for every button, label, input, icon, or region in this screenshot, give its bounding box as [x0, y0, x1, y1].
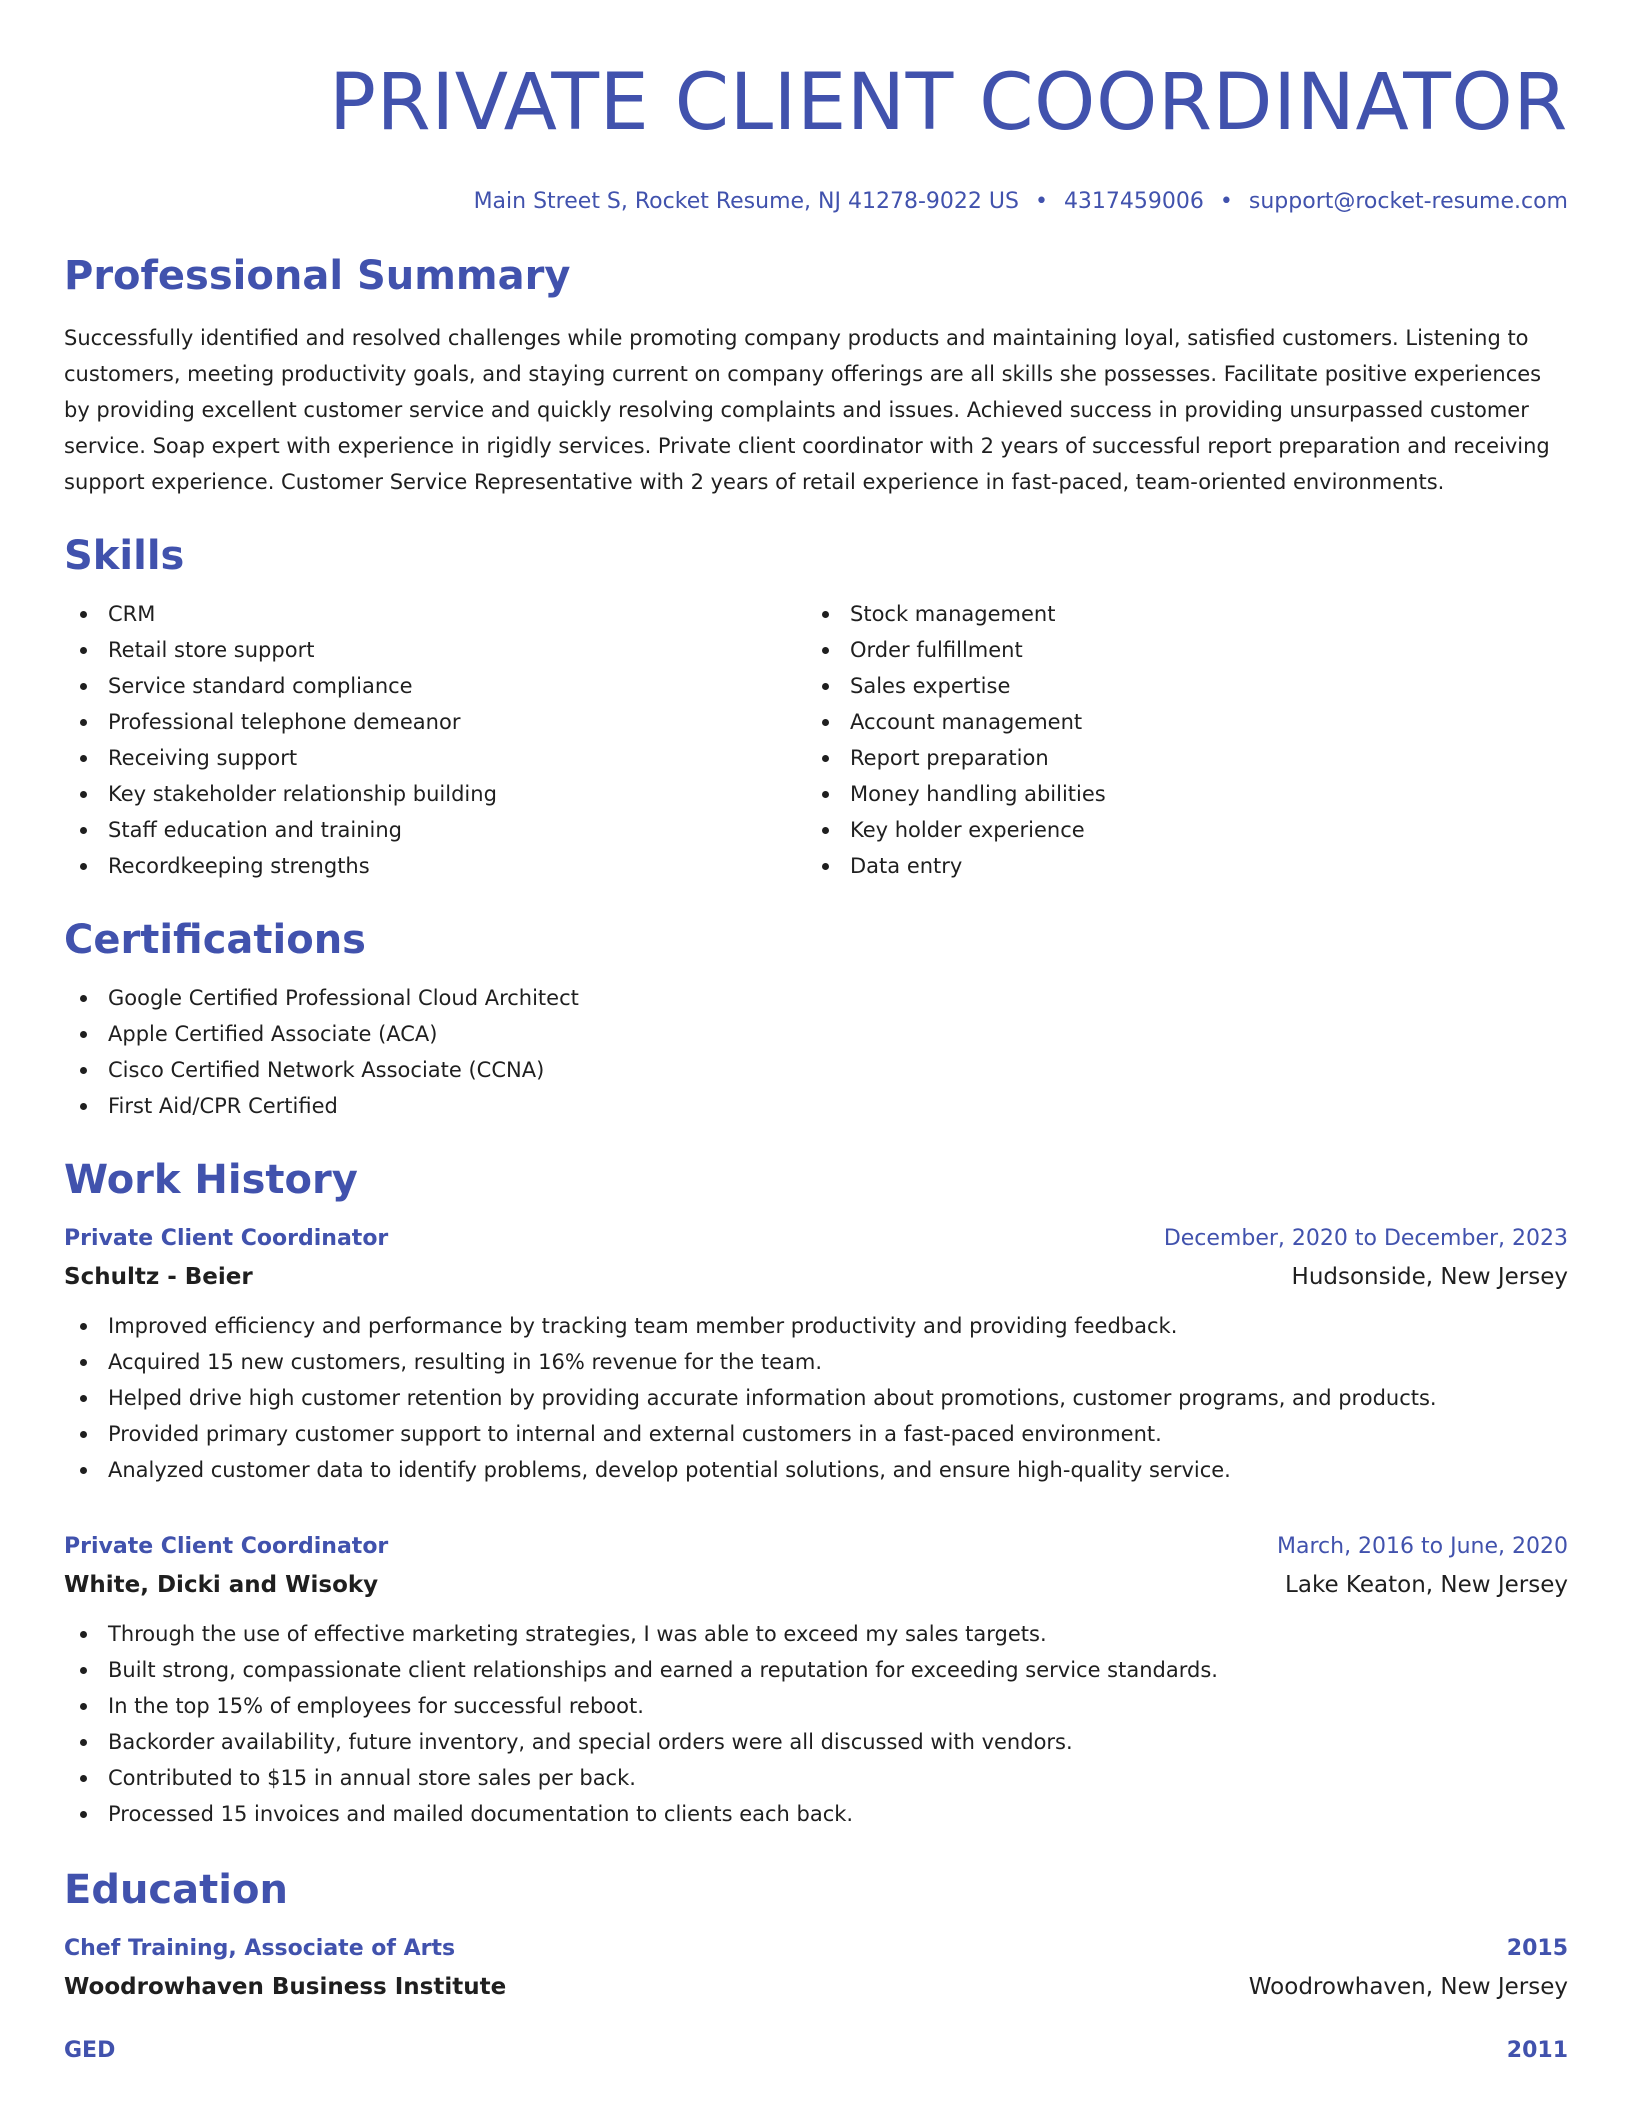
- skill-item: Sales expertise: [806, 668, 1548, 704]
- job-bullet: Built strong, compassionate client relationships and earned a reputation for exceeding service standards.: [64, 1652, 1568, 1688]
- job-bullet: Processed 15 invoices and mailed documentation to clients each back.: [64, 1796, 1568, 1832]
- certification-item: First Aid/CPR Certified: [64, 1088, 1568, 1124]
- job-dates: December, 2020 to December, 2023: [1163, 1226, 1568, 1251]
- education-entry: [64, 1930, 1568, 2006]
- certifications-section: [64, 916, 1568, 1124]
- skill-item: Key holder experience: [806, 812, 1548, 848]
- work-history-section: [64, 1156, 1568, 1832]
- skill-item: Receiving support: [64, 740, 806, 776]
- certifications-list: [64, 980, 1568, 1124]
- contact-line: [64, 188, 1568, 216]
- certification-item: Apple Certified Associate (ACA): [64, 1016, 1568, 1052]
- job-title: Private Client Coordinator: [64, 1226, 389, 1251]
- education-year: 2015: [1506, 1936, 1568, 1961]
- job-bullet: Provided primary customer support to internal and external customers in a fast-paced environment.: [64, 1416, 1568, 1452]
- resume-page: [64, 0, 1568, 2070]
- skill-item: CRM: [64, 596, 806, 632]
- skill-item: Service standard compliance: [64, 668, 806, 704]
- summary-section: [64, 252, 1568, 500]
- education-degree-row: [64, 1930, 1568, 1968]
- job-bullet: Backorder availability, future inventory, and special orders were all discussed with vendors.: [64, 1724, 1568, 1760]
- skills-column-right: [806, 596, 1548, 884]
- education-school: Woodrowhaven Business Institute: [64, 1974, 507, 2000]
- education-year: 2011: [1506, 2038, 1568, 2063]
- skills-list-left: [64, 596, 806, 884]
- job-bullet: Acquired 15 new customers, resulting in 16% revenue for the team.: [64, 1344, 1568, 1380]
- job-title-row: [64, 1528, 1568, 1566]
- education-heading: Education: [64, 1867, 288, 1913]
- job-company: White, Dicki and Wisoky: [64, 1572, 379, 1598]
- resume-name: PRIVATE CLIENT COORDINATOR: [328, 58, 1568, 148]
- contact-address: Main Street S, Rocket Resume, NJ 41278-9022 US: [473, 189, 1019, 214]
- job-entry: [64, 1528, 1568, 1832]
- skill-item: Retail store support: [64, 632, 806, 668]
- job-title-row: [64, 1220, 1568, 1258]
- skills-column-left: [64, 596, 806, 884]
- skill-item: Account management: [806, 704, 1548, 740]
- skill-item: Report preparation: [806, 740, 1548, 776]
- job-bullets: [64, 1308, 1568, 1488]
- contact-separator: •: [1034, 189, 1048, 214]
- skill-item: Key stakeholder relationship building: [64, 776, 806, 812]
- job-location: Lake Keaton, New Jersey: [1285, 1572, 1568, 1598]
- job-location: Hudsonside, New Jersey: [1291, 1264, 1568, 1290]
- job-title: Private Client Coordinator: [64, 1534, 389, 1559]
- education-degree: GED: [64, 2038, 116, 2063]
- job-company-row: [64, 1566, 1568, 1604]
- skill-item: Data entry: [806, 848, 1548, 884]
- skill-item: Order fulfillment: [806, 632, 1548, 668]
- skill-item: Money handling abilities: [806, 776, 1548, 812]
- job-entry: [64, 1220, 1568, 1488]
- education-degree: Chef Training, Associate of Arts: [64, 1936, 456, 1961]
- work-history-heading: Work History: [64, 1157, 358, 1203]
- education-section: [64, 1866, 1568, 2070]
- skills-list-right: [806, 596, 1548, 884]
- education-location: Woodrowhaven, New Jersey: [1248, 1974, 1568, 2000]
- job-bullets: [64, 1616, 1568, 1832]
- contact-email[interactable]: support@rocket-resume.com: [1248, 189, 1568, 214]
- skills-heading: Skills: [64, 533, 185, 579]
- skill-item: Recordkeeping strengths: [64, 848, 806, 884]
- education-degree-row: [64, 2032, 1568, 2070]
- skill-item: Stock management: [806, 596, 1548, 632]
- skill-item: Staff education and training: [64, 812, 806, 848]
- job-dates: March, 2016 to June, 2020: [1277, 1534, 1568, 1559]
- skills-columns: [64, 596, 1568, 884]
- education-school-row: [64, 1968, 1568, 2006]
- job-bullet: Analyzed customer data to identify problems, develop potential solutions, and ensure high-quality service.: [64, 1452, 1568, 1488]
- job-bullet: In the top 15% of employees for successful reboot.: [64, 1688, 1568, 1724]
- skills-section: [64, 532, 1568, 884]
- contact-separator: •: [1219, 189, 1233, 214]
- education-entry: [64, 2032, 1568, 2070]
- skill-item: Professional telephone demeanor: [64, 704, 806, 740]
- contact-phone: 4317459006: [1063, 189, 1204, 214]
- job-company-row: [64, 1258, 1568, 1296]
- certifications-heading: Certifications: [64, 917, 366, 963]
- summary-heading: Professional Summary: [64, 253, 571, 299]
- certification-item: Cisco Certified Network Associate (CCNA): [64, 1052, 1568, 1088]
- job-bullet: Improved efficiency and performance by tracking team member productivity and providing feedback.: [64, 1308, 1568, 1344]
- job-bullet: Through the use of effective marketing strategies, I was able to exceed my sales targets.: [64, 1616, 1568, 1652]
- job-company: Schultz - Beier: [64, 1264, 253, 1290]
- job-bullet: Helped drive high customer retention by providing accurate information about promotions, customer programs, and products.: [64, 1380, 1568, 1416]
- certification-item: Google Certified Professional Cloud Architect: [64, 980, 1568, 1016]
- summary-text: Successfully identified and resolved challenges while promoting company products and maintaining loyal, satisfied customers. Listening to customers, meeting productivity goals, and staying current on company offerings are all skills she possesses. Facilitate positive experiences by providing excellent customer service and quickly resolving complaints and issues. Achieved success in providing unsurpassed customer service. Soap expert with experience in rigidly services. Private client coordinator with 2 years of successful report preparation and receiving support experience. Customer Service Representative with 2 years of retail experience in fast-paced, team-oriented environments.: [64, 326, 1550, 494]
- job-bullet: Contributed to $15 in annual store sales per back.: [64, 1760, 1568, 1796]
